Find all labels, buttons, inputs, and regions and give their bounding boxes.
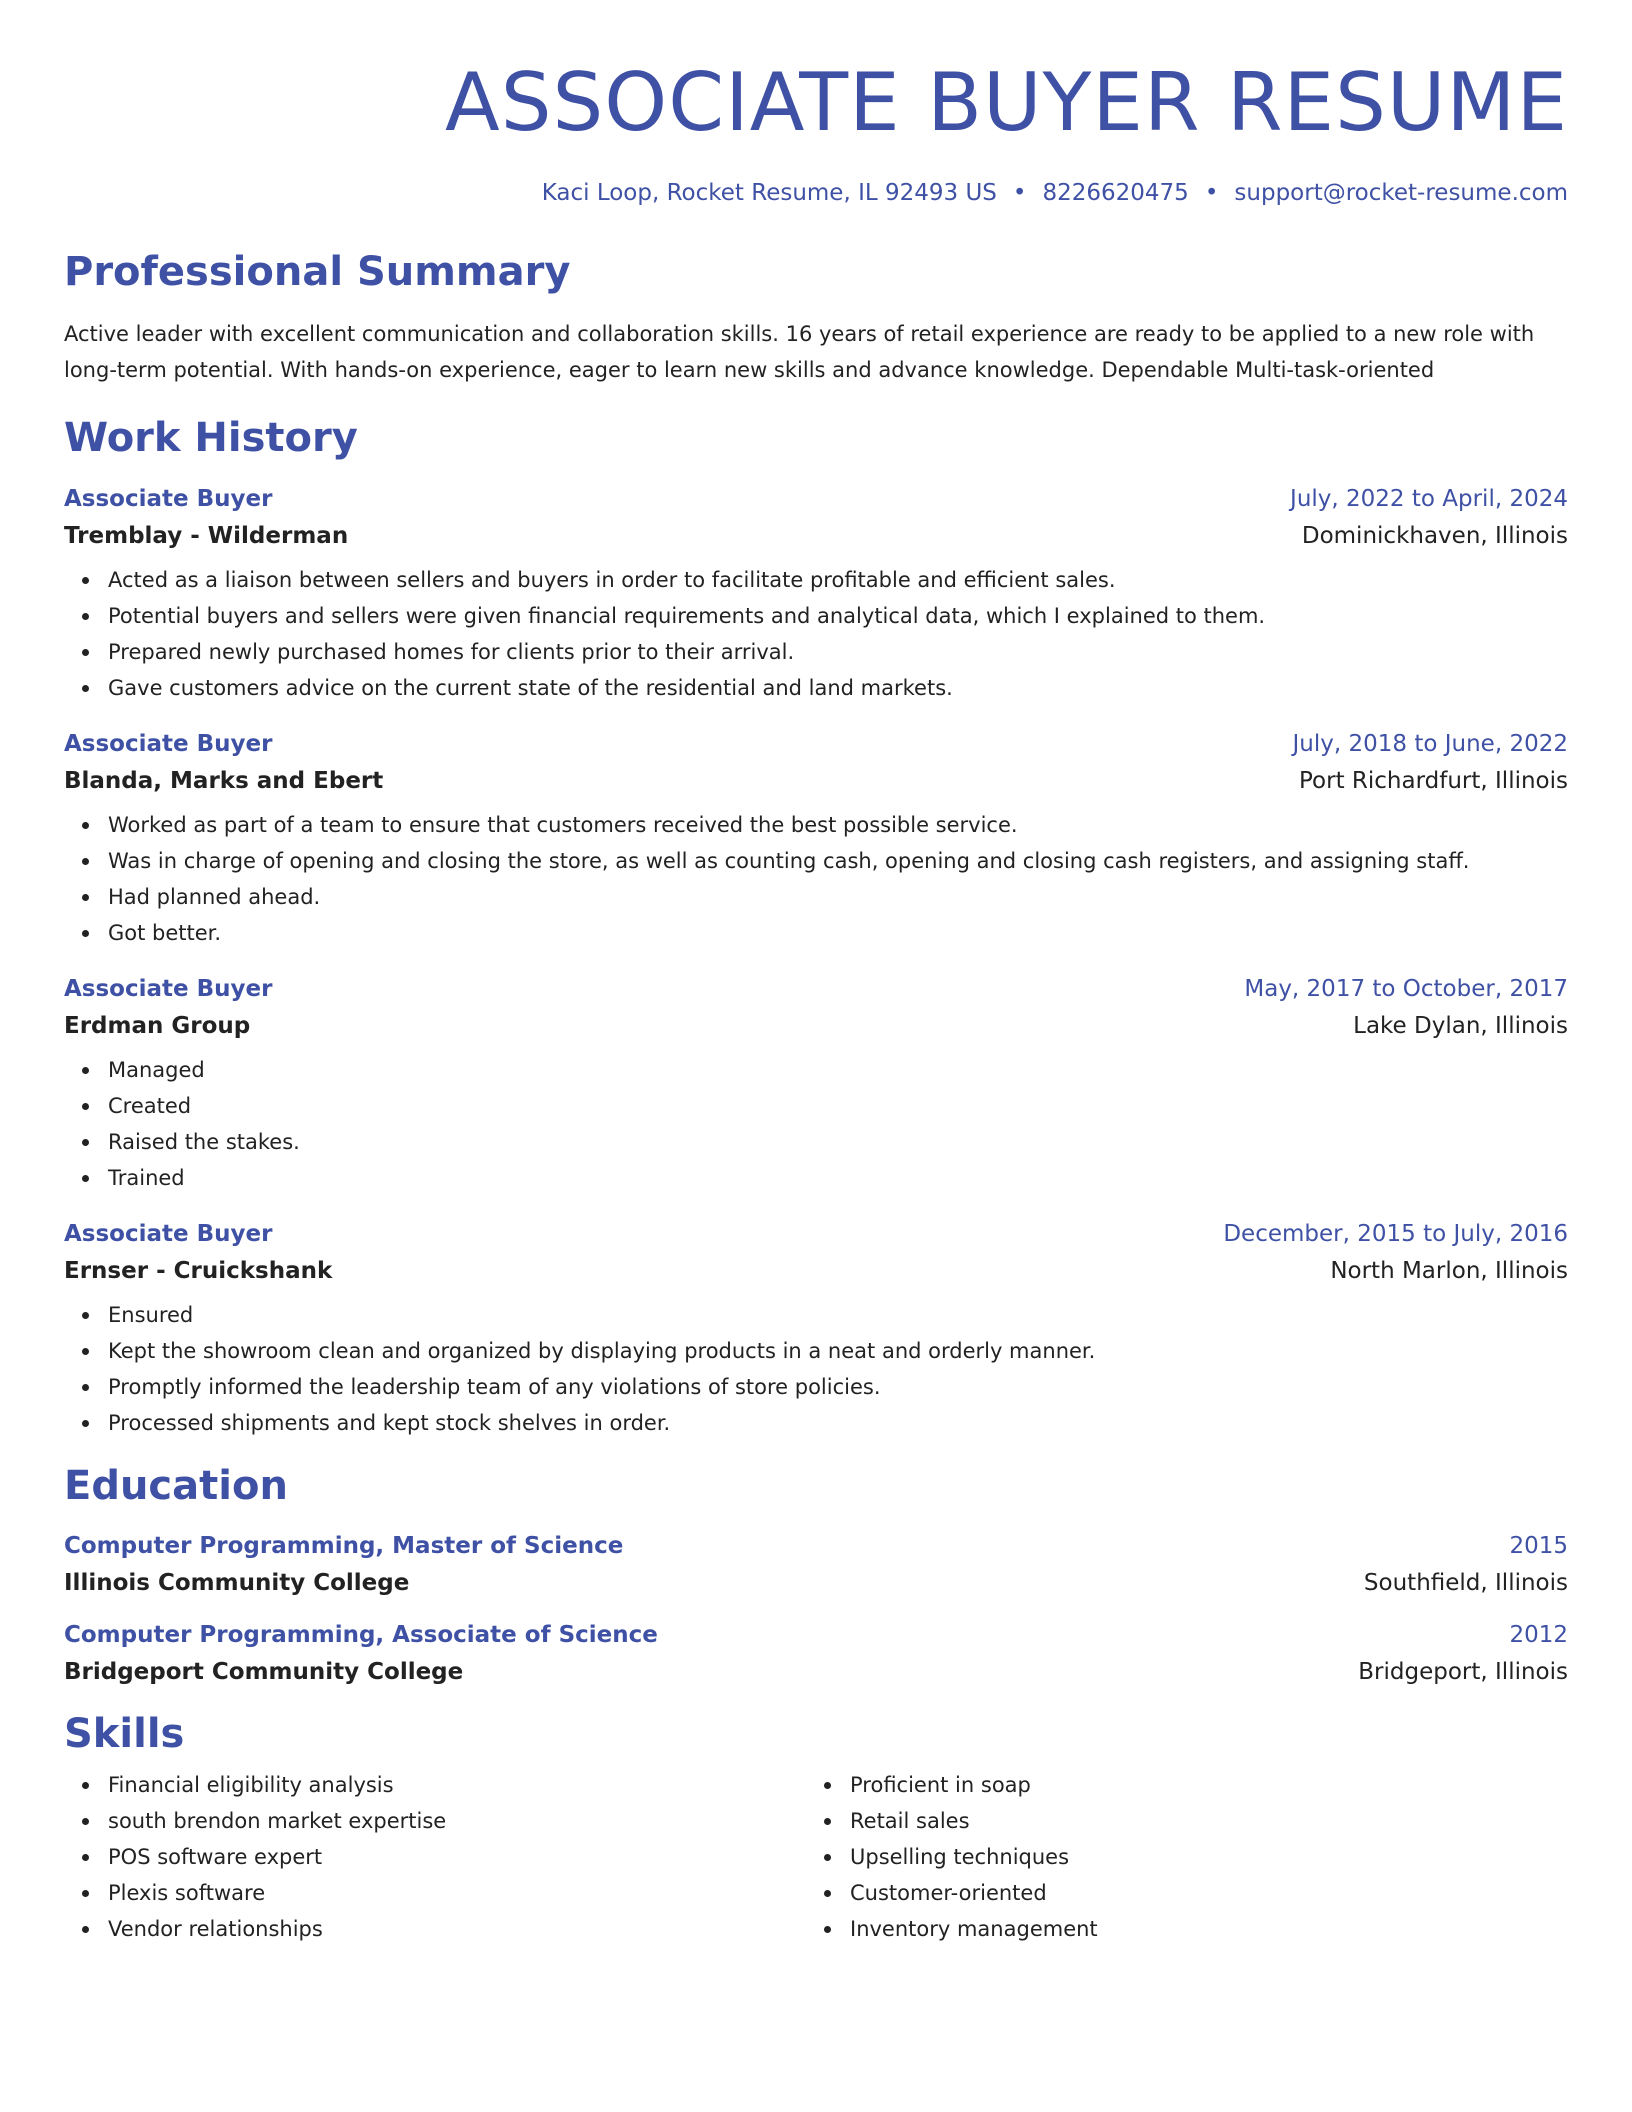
skill-item: Vendor relationships (108, 1911, 806, 1947)
job-duty: Promptly informed the leadership team of any violations of store policies. (108, 1369, 1568, 1405)
contact-separator: • (1012, 180, 1027, 206)
job-duty: Had planned ahead. (108, 879, 1568, 915)
job-duty: Prepared newly purchased homes for clients prior to their arrival. (108, 634, 1568, 670)
contact-separator: • (1204, 180, 1219, 206)
education-location: Bridgeport, Illinois (1358, 1659, 1568, 1685)
job-dates: December, 2015 to July, 2016 (1223, 1221, 1568, 1247)
job-duty: Kept the showroom clean and organized by displaying products in a neat and orderly manner. (108, 1333, 1568, 1369)
skill-item: south brendon market expertise (108, 1803, 806, 1839)
skill-item: Financial eligibility analysis (108, 1767, 806, 1803)
skill-item: Plexis software (108, 1875, 806, 1911)
education-heading: Education (64, 1463, 288, 1509)
job-duty: Processed shipments and kept stock shelves in order. (108, 1405, 1568, 1441)
job-location: North Marlon, Illinois (1330, 1258, 1568, 1284)
job-location: Port Richardfurt, Illinois (1299, 768, 1568, 794)
skills-heading: Skills (64, 1711, 185, 1757)
job-duties-list (64, 562, 1568, 706)
contact-address: Kaci Loop, Rocket Resume, IL 92493 US (541, 180, 997, 206)
skill-item: Proficient in soap (850, 1767, 1548, 1803)
job-location: Dominickhaven, Illinois (1301, 523, 1568, 549)
job-company: Erdman Group (64, 1013, 251, 1039)
job-duty: Raised the stakes. (108, 1124, 1568, 1160)
job-dates: May, 2017 to October, 2017 (1244, 976, 1568, 1002)
job-title: Associate Buyer (64, 1221, 273, 1247)
job-entry (64, 974, 1568, 1196)
education-entry (64, 1620, 1568, 1687)
education-entry (64, 1531, 1568, 1598)
skills-list (806, 1767, 1548, 1947)
job-dates: July, 2022 to April, 2024 (1290, 486, 1568, 512)
job-duty: Got better. (108, 915, 1568, 951)
education-school: Bridgeport Community College (64, 1659, 464, 1685)
skills-grid (64, 1767, 1568, 1947)
education-degree: Computer Programming, Master of Science (64, 1533, 624, 1559)
education-year: 2015 (1509, 1533, 1568, 1559)
skill-item: POS software expert (108, 1839, 806, 1875)
job-duties-list (64, 807, 1568, 951)
job-duty: Created (108, 1088, 1568, 1124)
skills-column-right (806, 1767, 1548, 1947)
resume-title: ASSOCIATE BUYER RESUME (445, 56, 1568, 149)
resume-page (64, 0, 1568, 1947)
job-company: Tremblay - Wilderman (64, 523, 349, 549)
contact-email: support@rocket-resume.com (1234, 180, 1568, 206)
job-title: Associate Buyer (64, 486, 273, 512)
job-duties-list (64, 1052, 1568, 1196)
contact-phone: 8226620475 (1042, 180, 1189, 206)
job-duty: Ensured (108, 1297, 1568, 1333)
education-year: 2012 (1509, 1622, 1568, 1648)
education-school: Illinois Community College (64, 1570, 410, 1596)
job-duty: Was in charge of opening and closing the store, as well as counting cash, opening and closing cash registers, and assigning staff. (108, 843, 1568, 879)
job-company: Ernser - Cruickshank (64, 1258, 333, 1284)
job-duties-list (64, 1297, 1568, 1441)
skills-column-left (64, 1767, 806, 1947)
job-duty: Managed (108, 1052, 1568, 1088)
skill-item: Retail sales (850, 1803, 1548, 1839)
work-history-heading: Work History (64, 415, 358, 461)
skills-list (64, 1767, 806, 1947)
job-dates: July, 2018 to June, 2022 (1292, 731, 1568, 757)
skill-item: Inventory management (850, 1911, 1548, 1947)
job-entry (64, 729, 1568, 951)
job-duty: Worked as part of a team to ensure that customers received the best possible service. (108, 807, 1568, 843)
summary-text: Active leader with excellent communication and collaboration skills. 16 years of retail experience are ready to be applied to a new role with long-term potential. With hands-on experience, eager to learn new skills and advance knowledge. Dependable Multi-task-oriented (64, 322, 1535, 382)
job-company: Blanda, Marks and Ebert (64, 768, 384, 794)
skill-item: Customer-oriented (850, 1875, 1548, 1911)
education-degree: Computer Programming, Associate of Science (64, 1622, 658, 1648)
education-location: Southfield, Illinois (1363, 1570, 1568, 1596)
contact-line (64, 179, 1568, 207)
job-duty: Acted as a liaison between sellers and buyers in order to facilitate profitable and efficient sales. (108, 562, 1568, 598)
skill-item: Upselling techniques (850, 1839, 1548, 1875)
summary-heading: Professional Summary (64, 249, 571, 295)
job-duty: Potential buyers and sellers were given financial requirements and analytical data, which I explained to them. (108, 598, 1568, 634)
job-entry (64, 1219, 1568, 1441)
job-title: Associate Buyer (64, 731, 273, 757)
job-title: Associate Buyer (64, 976, 273, 1002)
job-duty: Trained (108, 1160, 1568, 1196)
job-duty: Gave customers advice on the current state of the residential and land markets. (108, 670, 1568, 706)
job-location: Lake Dylan, Illinois (1353, 1013, 1568, 1039)
job-entry (64, 484, 1568, 706)
